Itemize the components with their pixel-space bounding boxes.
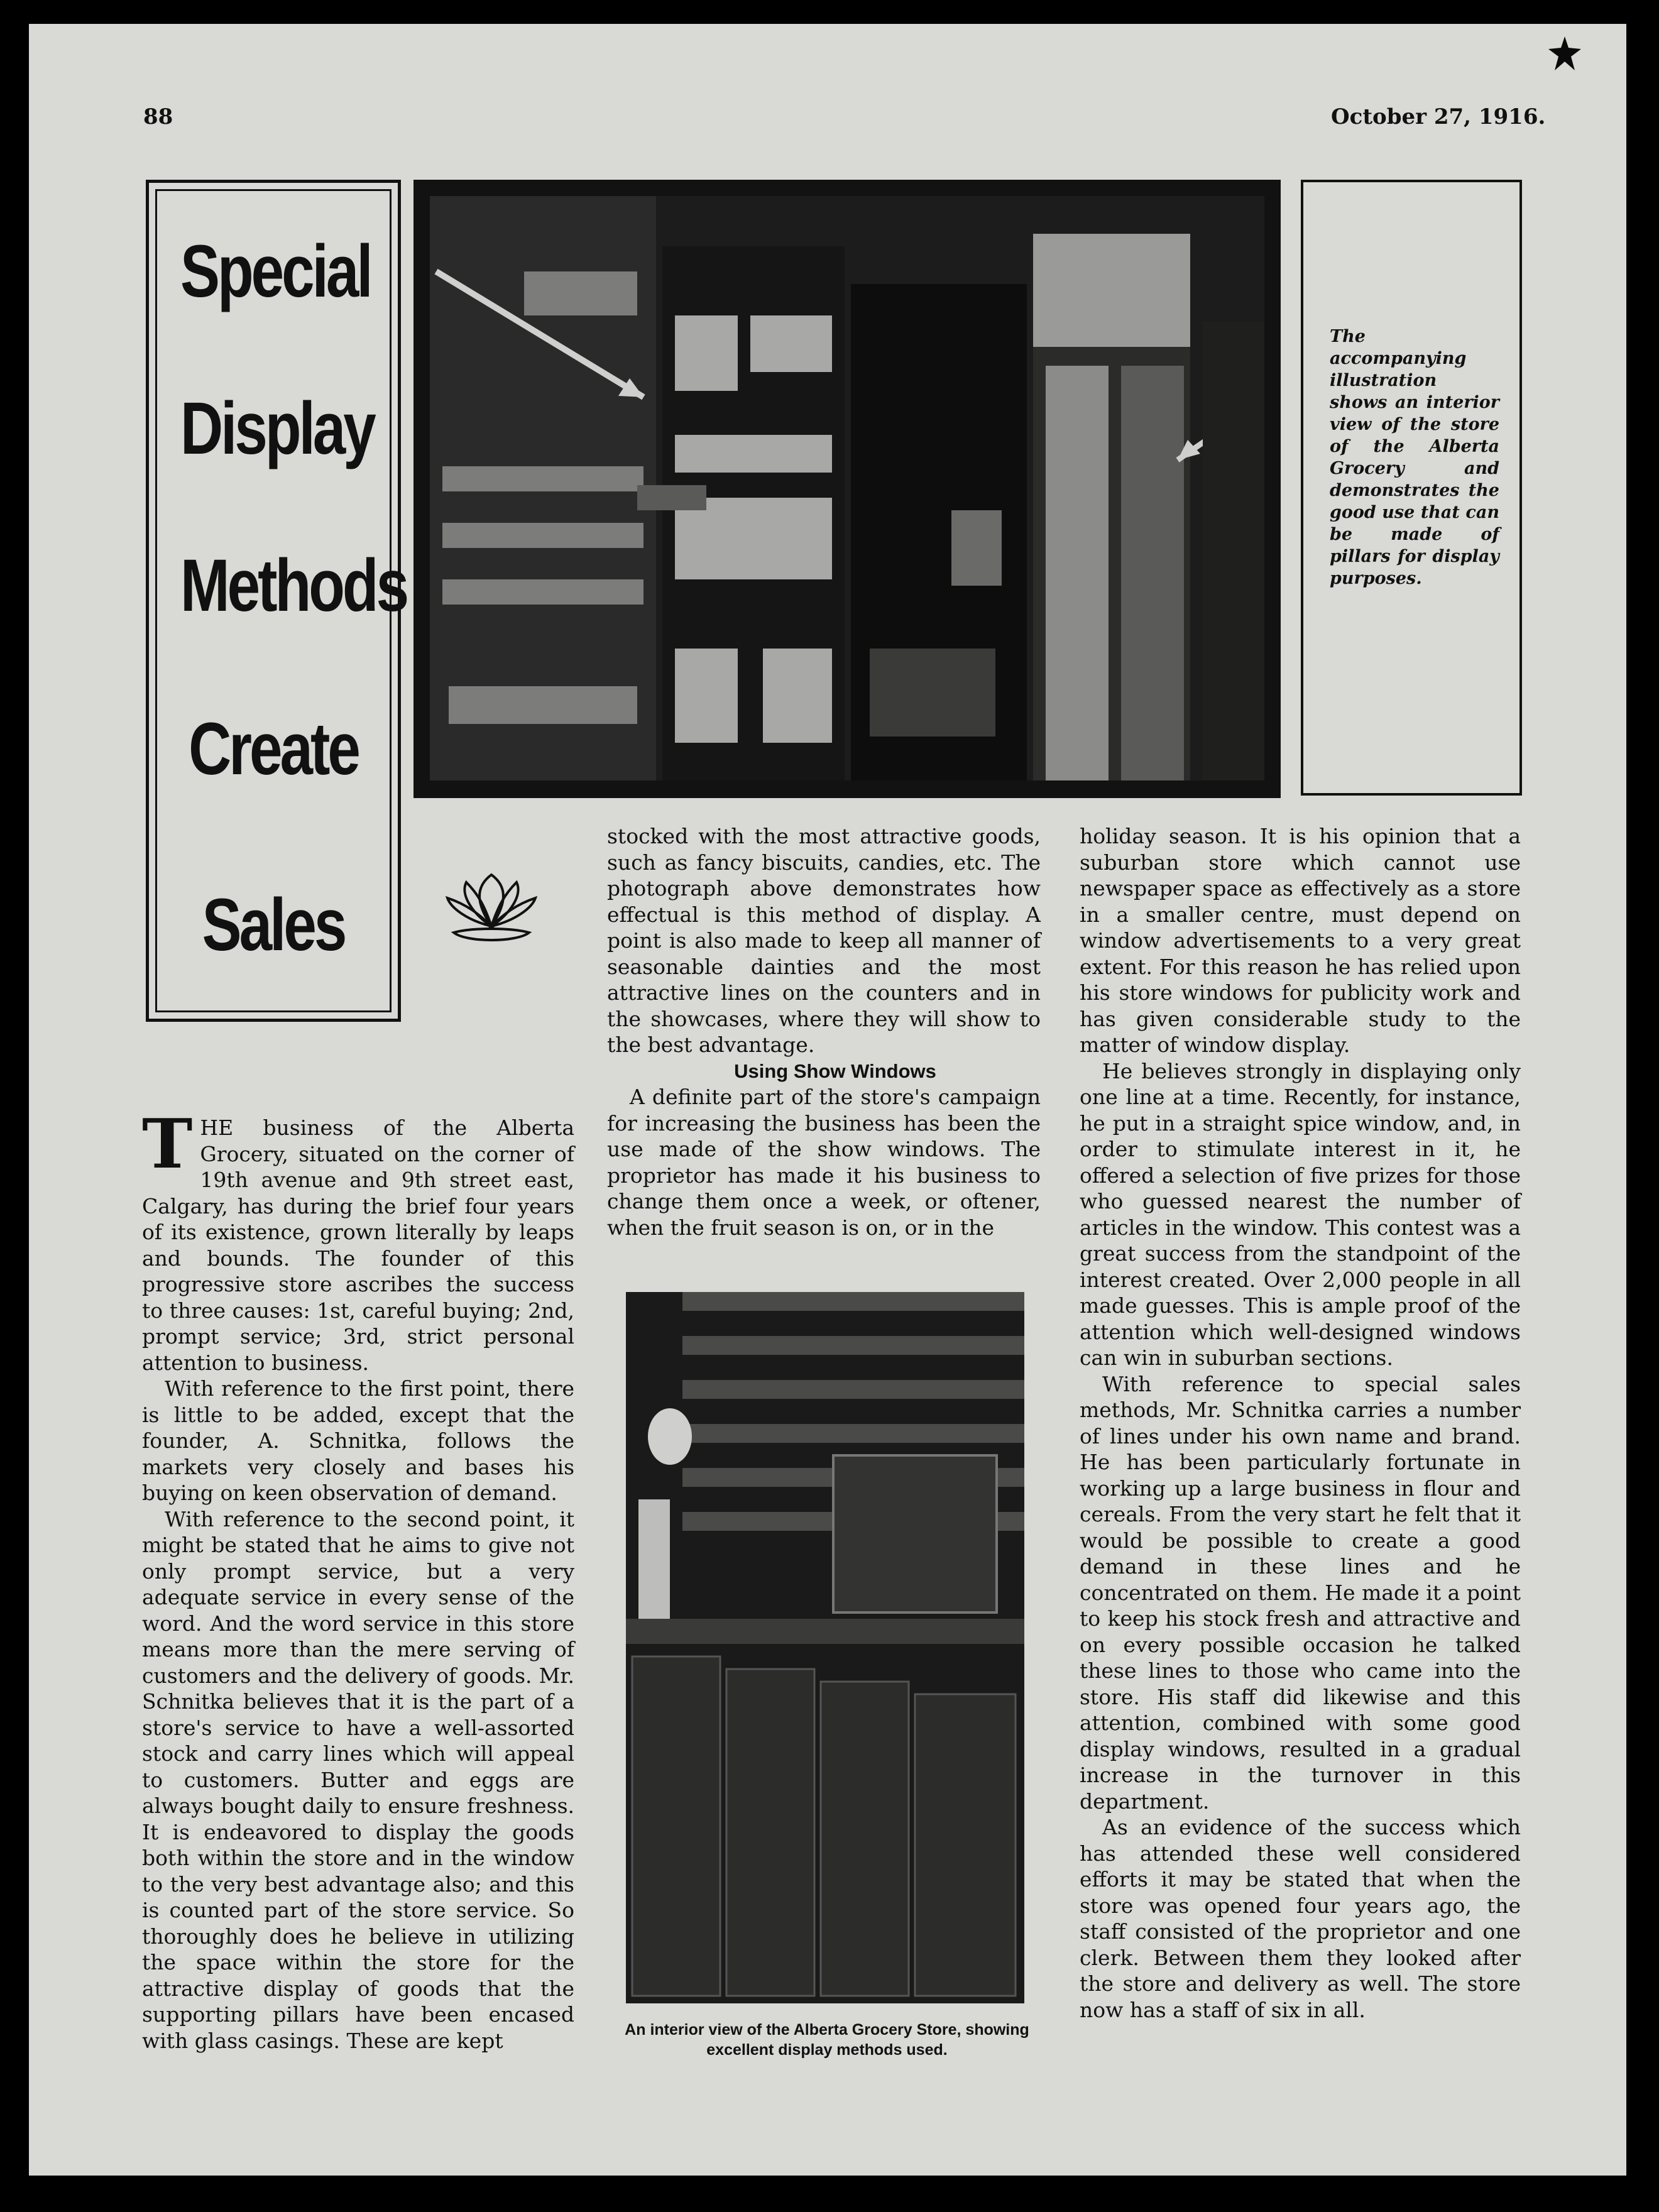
article-paragraph: He believes strongly in displaying only one line at a time. Recently, for instance, he put in a straight spice window, and, in order to stimulate interest in it, he offered a selection of five prizes for those who guessed nearest the number of articles in the window. This contest was a great success from the standpoint of the interest created. Over 2,000 people in all made guesses. This is ample proof of the attention which well-designed windows can win in suburban sections. (1080, 1058, 1521, 1370)
store-interior-photo (430, 196, 1264, 780)
article-paragraph: stocked with the most attractive goods, such as fancy biscuits, candies, etc. The photograph above demonstrates how effectual is this method of display. A point is also made to keep all manner of seasonable dainties and the most attractive lines on the counters and in the showcases, where they will show to the best advantage. (607, 824, 1041, 1057)
headline-inner-rule (155, 189, 407, 1012)
article-paragraph: With reference to the first point, there is little to be added, except that the founder, A. Schnitka, follows the markets very closely and bases his buying on keen observation of demand. (142, 1376, 574, 1505)
drop-cap: T (142, 1105, 193, 1184)
headline-word: Sales (202, 884, 345, 966)
article-column-1 (142, 1105, 574, 2054)
newspaper-page (29, 24, 1626, 2176)
photo-caption-box (1301, 180, 1522, 796)
article-paragraph: holiday season. It is his opinion that a suburban store which cannot use newspaper space as effectively as a store in a smaller centre, must depend on window advertisements to a very great extent. For this reason he has relied upon his store windows for publicity work and has given considerable study to the matter of window display. (1080, 824, 1521, 1057)
photo-caption-text: The accompanying illustration shows an interior view of the store of the Alberta Grocery and demonstrates the good use that can be made of pillars for display purposes. (1330, 327, 1499, 588)
store-interior-photo-frame (413, 180, 1281, 798)
headline-box (146, 180, 407, 1022)
article-column-3 (1080, 823, 1521, 2023)
photo-caption: An interior view of the Alberta Grocery Store, showing excellent display methods used. (625, 2021, 1029, 2059)
headline-word: Methods (180, 544, 407, 627)
page-number: 88 (143, 104, 173, 129)
headline-word: Create (189, 708, 358, 791)
ink-blot-icon (1546, 35, 1584, 73)
article-paragraph: With reference to the second point, it might be stated that he aims to give not only prompt service, but a very adequate service in every sense of the word. And the word service in this store means more than the mere serving of customers and the delivery of goods. Mr. Schnitka believes that it is the part of a store's service to have a well-assorted stock and carry lines which will appeal to customers. Butter and eggs are always bought daily to ensure freshness. It is endeavored to display the goods both within the store and in the window to the very best advantage also; and this is counted part of the store service. So thoroughly does he believe in utilizing the space within the store for the attractive display of goods that the supporting pillars have been encased with glass casings. These are kept (142, 1506, 574, 2053)
headline-word: Special (180, 230, 371, 313)
issue-date: October 27, 1916. (1331, 104, 1546, 129)
section-subhead: Using Show Windows (734, 1059, 936, 1082)
article-paragraph: A definite part of the store's campaign for increasing the business has been the use made of the show windows. The proprietor has made it his business to change them once a week, or oftener, when the fruit season is on, or in the (607, 1085, 1041, 1240)
counter-display-photo (626, 1292, 1024, 2003)
article-paragraph: With reference to special sales methods, Mr. Schnitka carries a number of lines under his own name and brand. He has been particularly fortunate in working up a large business in flour and cereals. From the very start he felt that it would be possible to create a good demand in these lines and he concentrated on them. He made it a point to keep his stock fresh and attractive and on every possible occasion he talked these lines to those who came into the store. His staff did likewise and this attention, combined with some good display windows, resulted in a gradual increase in the turnover in this department. (1080, 1371, 1521, 1814)
article-paragraph: As an evidence of the success which has attended these well considered efforts it may be stated that when the store was opened four years ago, the staff consisted of the proprietor and one clerk. Between them they looked after the store and delivery as well. The store now has a staff of six in all. (1080, 1815, 1521, 2022)
article-paragraph (142, 1105, 574, 1376)
leaf-ornament-icon (441, 870, 542, 945)
article-column-2 (607, 823, 1041, 1240)
paragraph-text: HE business of the Alberta Grocery, situated on the corner of 19th avenue and 9th street east, Calgary, has during the brief four years of its existence, grown literally by leaps and bounds. The founder of this progressive store ascribes the success to three causes: 1st, careful buying; 2nd, prompt service; 3rd, strict personal attention to business. (142, 1115, 574, 1375)
headline-word: Display (180, 387, 374, 470)
